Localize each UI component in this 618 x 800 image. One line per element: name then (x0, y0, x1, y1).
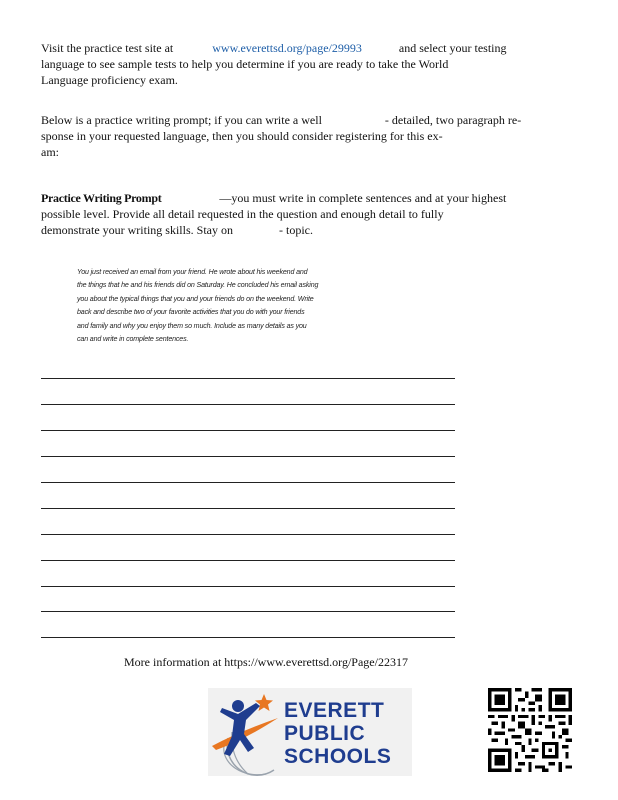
writing-line (41, 508, 455, 509)
prompt-line: you about the typical things that you and your friends do on the weekend. Write (77, 294, 314, 303)
writing-line (41, 430, 455, 431)
practice-test-link[interactable]: www.everettsd.org/page/29993 (212, 41, 362, 55)
below-paragraph (41, 112, 521, 160)
below-line-2: sponse in your requested language, then you should consider registering for this ex- (41, 129, 443, 143)
practice-text-1: —you must write in complete sentences and at your highest (219, 191, 507, 205)
writing-line (41, 482, 455, 483)
writing-line (41, 404, 455, 405)
intro-text-start: Visit the practice test site at (41, 41, 174, 55)
writing-line (41, 611, 455, 612)
logo-text-everett: EVERETT (284, 699, 385, 722)
more-info-text: More information at https://www.everettsd.org/Page/22317 (124, 655, 408, 669)
practice-text-4: - topic. (278, 223, 313, 237)
prompt-line: back and describe two of your favorite activities that you do with your friends (77, 308, 305, 317)
writing-line (41, 637, 455, 638)
logo-figure-icon (208, 688, 288, 776)
prompt-line: the things that he and his friends did on Saturday. He concluded his email asking (77, 281, 319, 290)
prompt-text (77, 266, 337, 346)
practice-heading: Practice Writing Prompt (41, 191, 162, 205)
practice-paragraph (41, 190, 506, 238)
practice-text-3: demonstrate your writing skills. Stay on (41, 223, 233, 237)
logo-text-schools: SCHOOLS (284, 745, 392, 768)
below-line-3: am: (41, 145, 59, 159)
writing-line (41, 586, 455, 587)
prompt-line: and family and why you enjoy them so much. Include as many details as you (77, 321, 307, 330)
practice-line-2: possible level. Provide all detail requested in the question and enough detail to fully (41, 207, 444, 221)
writing-line (41, 560, 455, 561)
writing-line (41, 534, 455, 535)
writing-line (41, 456, 455, 457)
below-text-end: - detailed, two paragraph re- (384, 113, 522, 127)
prompt-line: can and write in complete sentences. (77, 335, 189, 344)
intro-line-3: Language proficiency exam. (41, 73, 178, 87)
logo-text-public: PUBLIC (284, 722, 366, 745)
prompt-line: You just received an email from your friend. He wrote about his weekend and (77, 268, 308, 276)
below-text-start: Below is a practice writing prompt; if you can write a well (41, 113, 322, 127)
intro-paragraph (41, 40, 507, 88)
everett-public-schools-logo (208, 688, 412, 776)
writing-line (41, 378, 455, 379)
intro-text-end: and select your testing (398, 41, 507, 55)
qr-code-icon[interactable] (488, 688, 572, 772)
intro-line-2: language to see sample tests to help you determine if you are ready to take the World (41, 57, 449, 71)
